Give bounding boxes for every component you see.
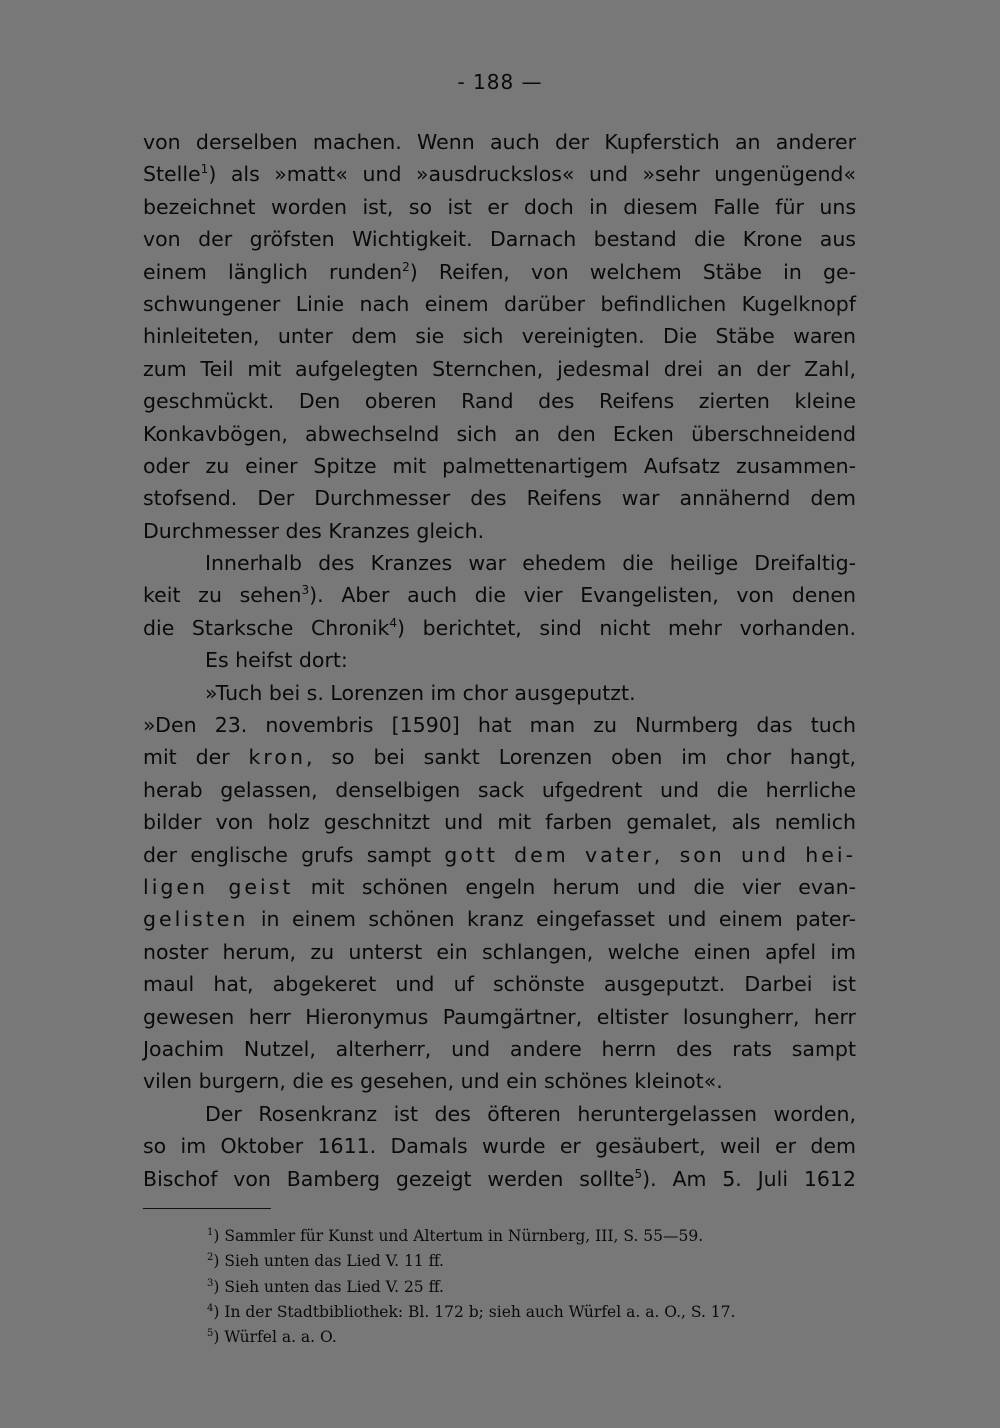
- footnote-ref: 3: [301, 583, 310, 598]
- text-line: vilen burgern, die es gesehen, und ein schönes kleinot«.: [143, 1069, 723, 1094]
- text-line: Der Rosenkranz ist des öfteren heruntergelassen worden,: [205, 1101, 856, 1126]
- text-line: so im Oktober 1611. Damals wurde er gesäubert, weil er dem: [143, 1134, 856, 1159]
- footnote-ref: 4: [389, 615, 398, 630]
- text-line: Innerhalb des Kranzes war ehedem die heilige Dreifaltig-: [205, 551, 856, 576]
- text-line: hinleiteten, unter dem sie sich vereinigten. Die Stäbe waren: [143, 324, 856, 349]
- body-text: [143, 126, 856, 1195]
- text-line: »Tuch bei s. Lorenzen im chor ausgeputzt.: [205, 680, 636, 705]
- text-line: zum Teil mit aufgelegten Sternchen, jedesmal drei an der Zahl,: [143, 356, 856, 381]
- text-line: ligen geist mit schönen engeln herum und die vier evan-: [143, 874, 856, 899]
- text-line: maul hat, abgekeret und uf schönste ausgeputzt. Darbei ist: [143, 972, 856, 997]
- text-line: von der gröfsten Wichtigkeit. Darnach bestand die Krone aus: [143, 227, 856, 252]
- footnote: $^3$) Sieh unten das Lied V. 25 ff.: [207, 1277, 444, 1296]
- text-line: Es heifst dort:: [205, 648, 348, 673]
- text-line: noster herum, zu unterst ein schlangen, welche einen apfel im: [143, 939, 856, 964]
- text-line: herab gelassen, denselbigen sack ufgedrent und die herrliche: [143, 777, 856, 802]
- text-line: keit zu sehen$^3$). Aber auch die vier Evangelisten, von denen: [143, 583, 856, 608]
- footnote-divider: [143, 1208, 271, 1209]
- footnote: $^2$) Sieh unten das Lied V. 11 ff.: [207, 1252, 444, 1271]
- text-line: »Den 23. novembris [1590] hat man zu Nurmberg das tuch: [143, 713, 856, 738]
- text-line: einem länglich runden$^2$) Reifen, von welchem Stäbe in ge-: [143, 259, 856, 284]
- footnote-ref: 5: [634, 1166, 643, 1181]
- text-line: der englische grufs sampt gott dem vater, son und hei-: [143, 842, 856, 867]
- text-line: Konkavbögen, abwechselnd sich an den Ecken überschneidend: [143, 421, 856, 446]
- footnotes: [207, 1224, 867, 1350]
- text-line: Bischof von Bamberg gezeigt werden sollte$^5$). Am 5. Juli 1612: [143, 1166, 856, 1191]
- text-line: oder zu einer Spitze mit palmettenartigem Aufsatz zusammen-: [143, 453, 856, 478]
- footnote: $^4$) In der Stadtbibliothek: Bl. 172 b; sieh auch Würfel a. a. O., S. 17.: [207, 1302, 736, 1321]
- footnote-ref: 2: [402, 259, 410, 274]
- text-line: gelisten in einem schönen kranz eingefasset und einem pater-: [143, 907, 856, 932]
- text-line: Joachim Nutzel, alterherr, und andere herrn des rats sampt: [143, 1036, 856, 1061]
- footnote-ref: 1: [200, 162, 209, 177]
- text-line: bezeichnet worden ist, so ist er doch in diesem Falle für uns: [143, 194, 856, 219]
- text-line: von derselben machen. Wenn auch der Kupferstich an anderer: [143, 130, 856, 154]
- text-line: geschmückt. Den oberen Rand des Reifens zierten kleine: [143, 389, 856, 414]
- footnote: $^1$) Sammler für Kunst und Altertum in Nürnberg, III, S. 55—59.: [207, 1227, 704, 1245]
- text-line: gewesen herr Hieronymus Paumgärtner, eltister losungherr, herr: [143, 1004, 856, 1029]
- text-line: schwungener Linie nach einem darüber befindlichen Kugelknopf: [143, 291, 856, 316]
- text-line: Durchmesser des Kranzes gleich.: [143, 518, 485, 543]
- text-line: die Starksche Chronik$^4$) berichtet, sind nicht mehr vorhanden.: [143, 615, 856, 640]
- text-line: stofsend. Der Durchmesser des Reifens war annähernd dem: [143, 486, 856, 511]
- footnote: $^5$) Würfel a. a. O.: [207, 1328, 337, 1347]
- text-line: bilder von holz geschnitzt und mit farben gemalet, als nemlich: [143, 810, 856, 835]
- page-number: - 188 —: [457, 70, 543, 94]
- text-line: Stelle$^1$) als »matt« und »ausdruckslos« und »sehr ungenügend«: [143, 162, 856, 187]
- text-line: mit der kron, so bei sankt Lorenzen oben im chor hangt,: [143, 745, 856, 770]
